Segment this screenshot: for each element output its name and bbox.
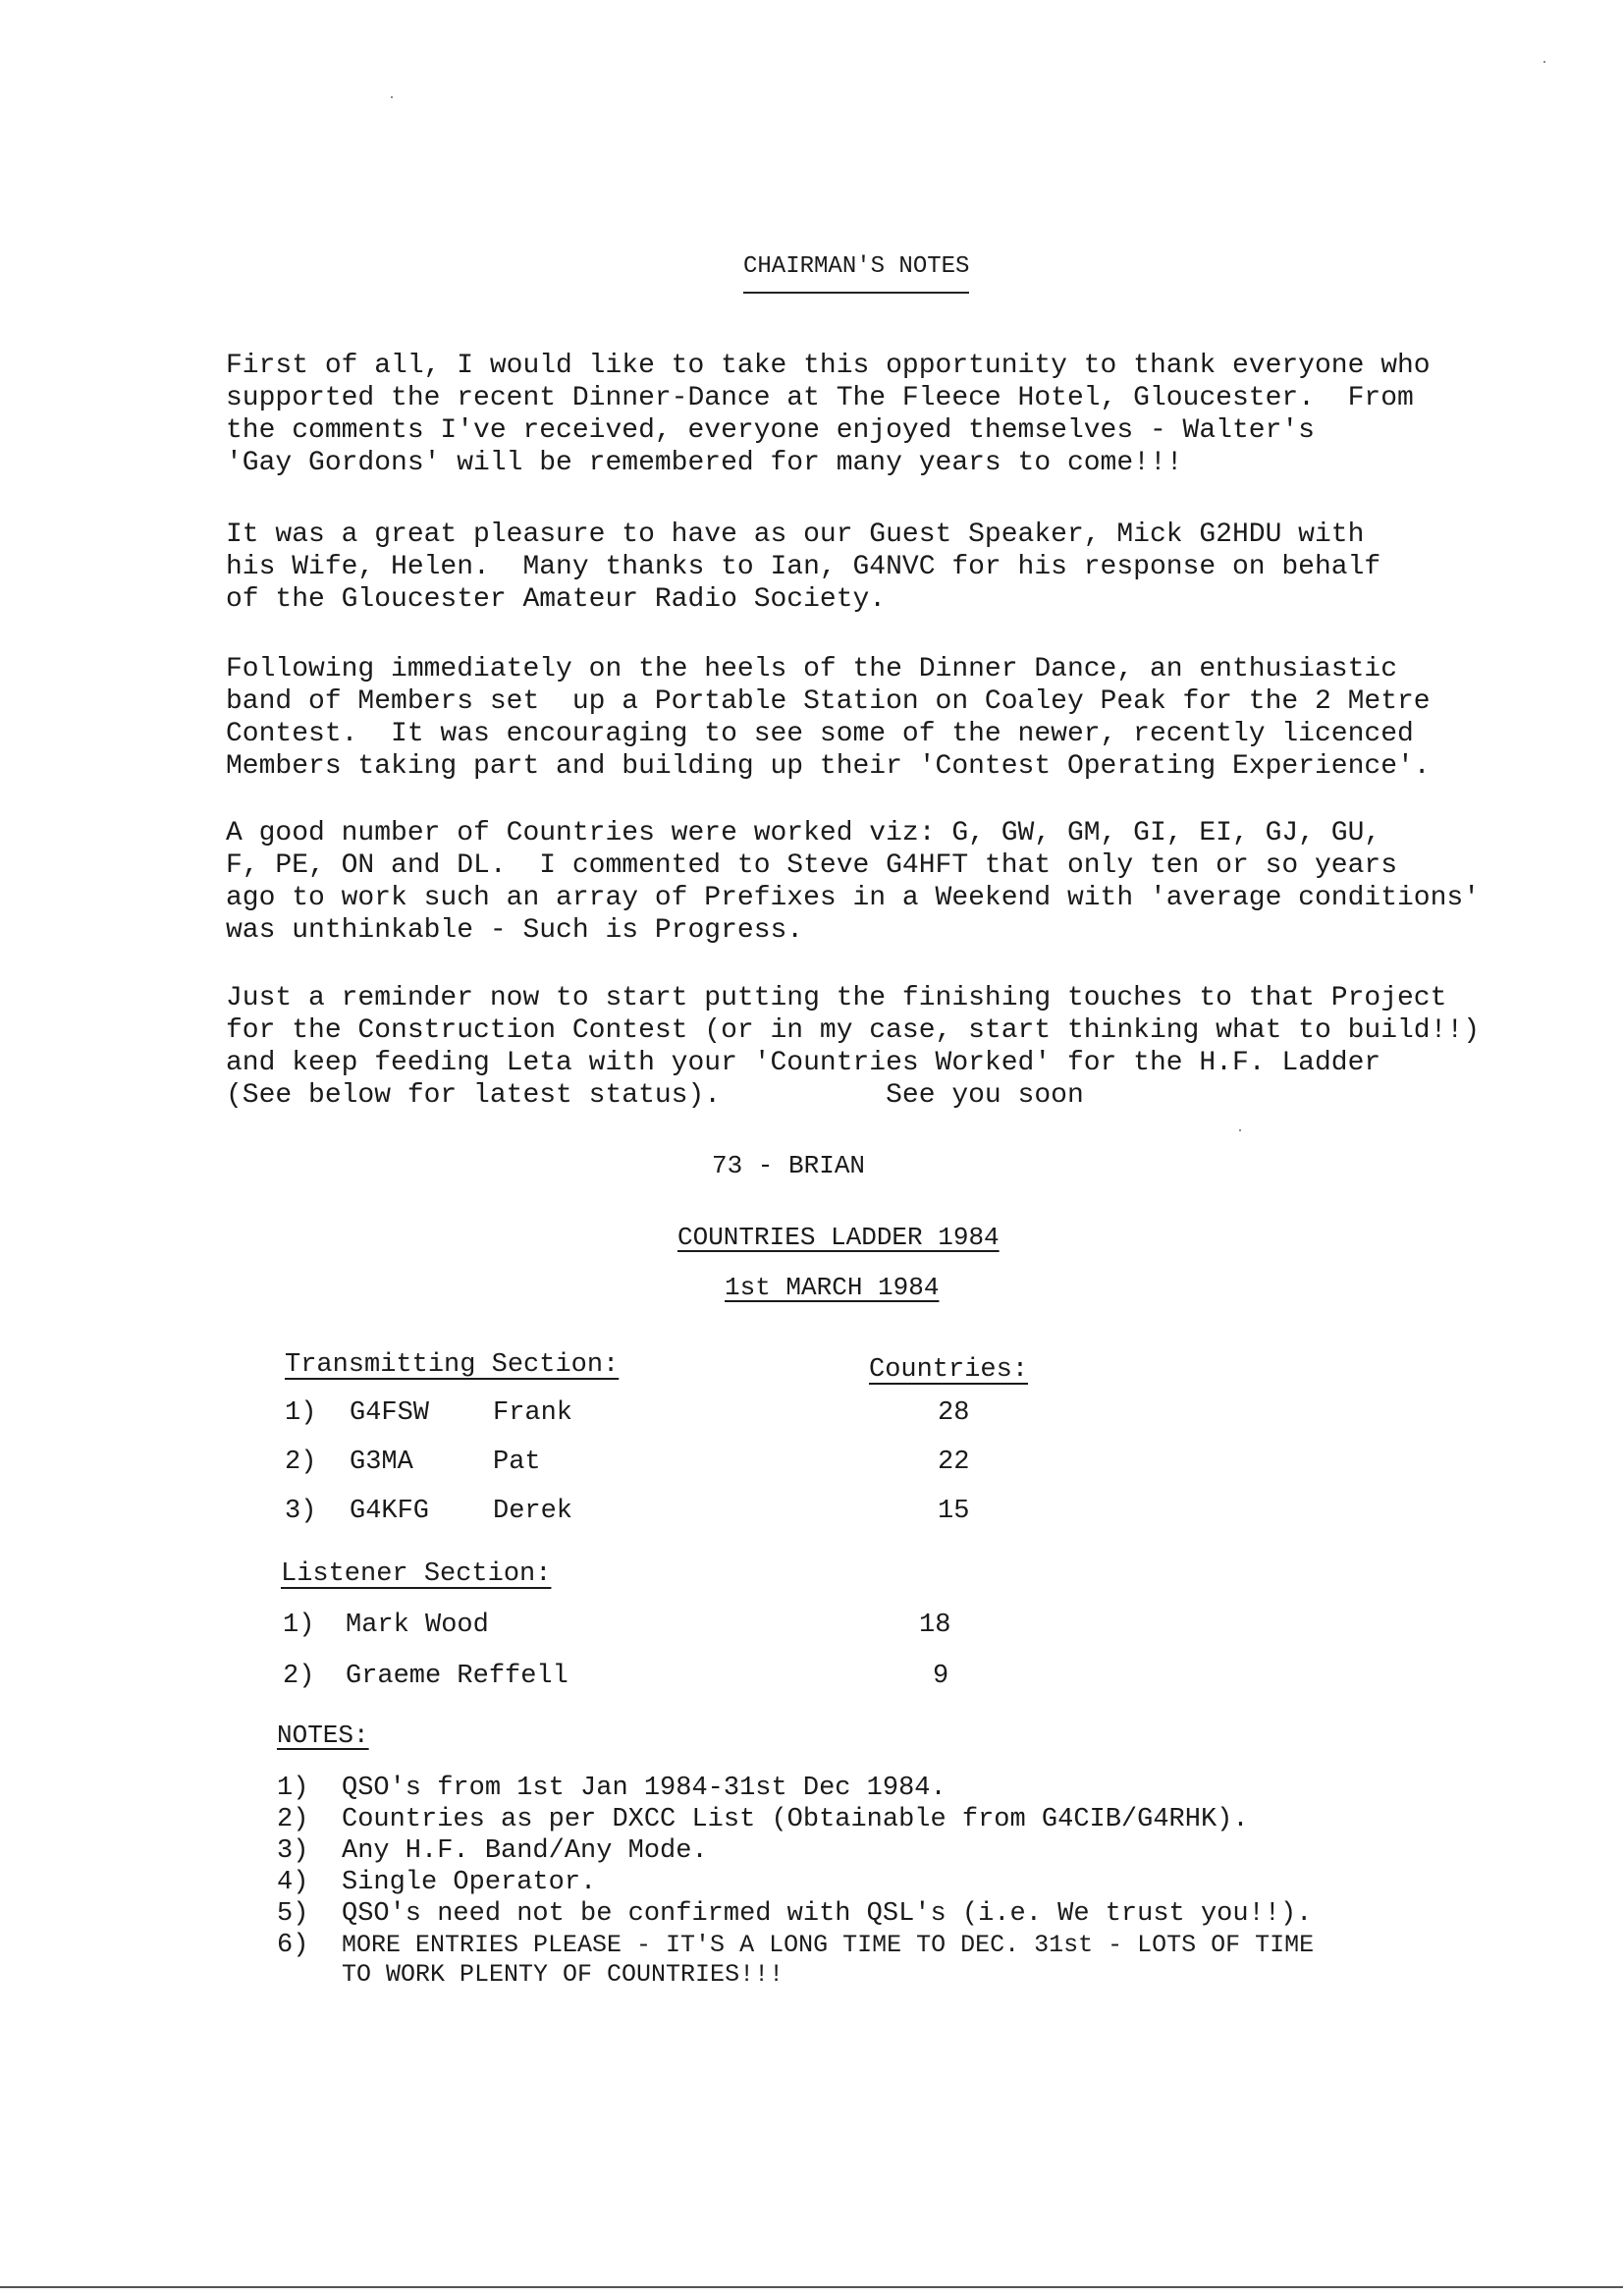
paragraph-reminder: Just a reminder now to start putting the finishing touches to that Project for the Construction Contest (or in my case, start thinking what to build!!) and keep feeding Leta with your 'Countries Worked' for the H.F. Ladder (See below for latest status). See you soon	[226, 983, 1481, 1111]
note-number: 4)	[277, 1868, 309, 1897]
note-text: MORE ENTRIES PLEASE - IT'S A LONG TIME TO DEC. 31st - LOTS OF TIME	[342, 1931, 1315, 1959]
rank: 1)	[285, 1398, 317, 1428]
country-count: 22	[938, 1448, 970, 1477]
note-number: 3)	[277, 1836, 309, 1866]
country-count: 18	[919, 1611, 951, 1640]
operator-name: Pat	[493, 1448, 541, 1477]
scan-edge-line	[0, 2286, 1623, 2288]
paragraph-guest-speaker: It was a great pleasure to have as our Guest Speaker, Mick G2HDU with his Wife, Helen. Many thanks to Ian, G4NVC for his response on behalf of the Gloucester Amateur Radio Society.	[226, 519, 1381, 615]
note-text: TO WORK PLENTY OF COUNTRIES!!!	[342, 1960, 784, 1989]
paragraph-dinner-dance: First of all, I would like to take this opportunity to thank everyone who supported the recent Dinner-Dance at The Fleece Hotel, Gloucester. From the comments I've received, everyone enjoyed themselves - Walter's 'Gay Gordons' will be remembered for many years to come!!!	[226, 351, 1431, 478]
listener-section-label: Listener Section:	[281, 1559, 552, 1589]
transmitting-section-label: Transmitting Section:	[285, 1350, 620, 1380]
listener-name: Mark Wood	[346, 1611, 489, 1640]
country-count: 9	[933, 1662, 949, 1691]
signoff: 73 - BRIAN	[712, 1151, 866, 1180]
scan-speck	[391, 96, 393, 98]
paragraph-portable-station: Following immediately on the heels of the Dinner Dance, an enthusiastic band of Members set up a Portable Station on Coaley Peak for the 2 Metre Contest. It was encouraging to see some of the newer, recently licenced Members taking part and building up their 'Contest Operating Experience'.	[226, 654, 1431, 782]
rank: 2)	[285, 1448, 317, 1477]
countries-column-label: Countries:	[869, 1355, 1029, 1385]
callsign: G4KFG	[350, 1497, 430, 1526]
country-count: 28	[938, 1398, 970, 1428]
note-number: 5)	[277, 1899, 309, 1929]
country-count: 15	[938, 1497, 970, 1526]
note-text: QSO's need not be confirmed with QSL's (i.e. We trust you!!).	[342, 1899, 1313, 1929]
ladder-title: COUNTRIES LADDER 1984	[677, 1223, 1000, 1252]
rank: 2)	[283, 1662, 315, 1691]
note-text: Any H.F. Band/Any Mode.	[342, 1836, 708, 1866]
scan-speck	[1239, 1129, 1241, 1131]
rank: 3)	[285, 1497, 317, 1526]
operator-name: Derek	[493, 1497, 573, 1526]
callsign: G3MA	[350, 1448, 413, 1477]
page-title: CHAIRMAN'S NOTES	[743, 253, 969, 294]
note-number: 1)	[277, 1774, 309, 1803]
rank: 1)	[283, 1611, 315, 1640]
scan-speck	[1543, 61, 1545, 63]
listener-name: Graeme Reffell	[346, 1662, 568, 1691]
ladder-date: 1st MARCH 1984	[725, 1273, 940, 1302]
note-text: QSO's from 1st Jan 1984-31st Dec 1984.	[342, 1774, 947, 1803]
note-number: 2)	[277, 1805, 309, 1834]
paragraph-countries-worked: A good number of Countries were worked viz: G, GW, GM, GI, EI, GJ, GU, F, PE, ON and DL. I commented to Steve G4HFT that only ten or so years ago to work such an array of Prefixes in a Weekend with 'average conditions' was unthinkable - Such is Progress.	[226, 818, 1481, 946]
operator-name: Frank	[493, 1398, 573, 1428]
note-number: 6)	[277, 1931, 309, 1960]
callsign: G4FSW	[350, 1398, 430, 1428]
note-text: Single Operator.	[342, 1868, 597, 1897]
note-text: Countries as per DXCC List (Obtainable from G4CIB/G4RHK).	[342, 1805, 1249, 1834]
notes-label: NOTES:	[277, 1721, 369, 1750]
